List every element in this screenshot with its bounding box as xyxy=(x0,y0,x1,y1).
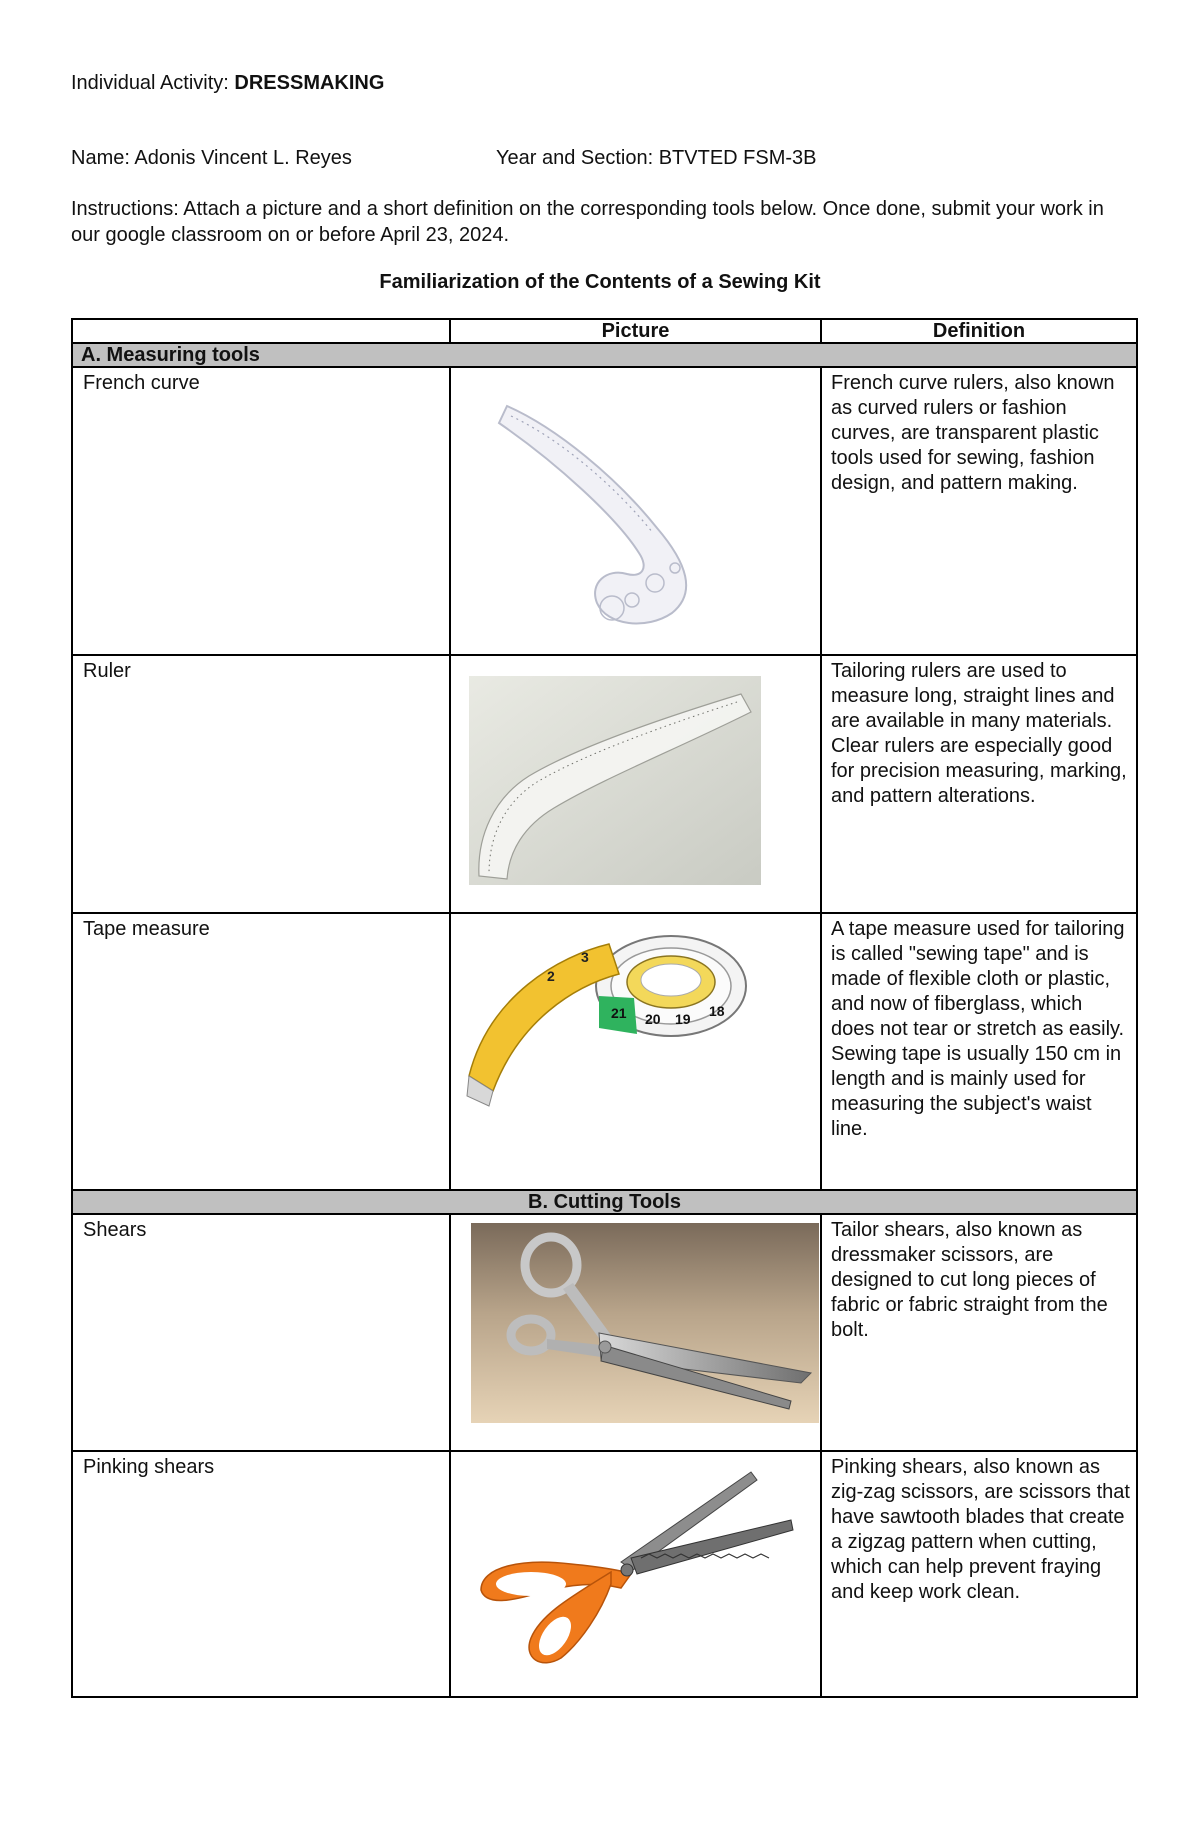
picture-cell xyxy=(450,1214,821,1451)
definition-text: A tape measure used for tailoring is called "sewing tape" and is made of flexible cloth or plastic, and now of fiberglass, which does not tear or stretch as easily. Sewing tape is usually 150 cm in length and is mainly used for measuring the subject's waist line. xyxy=(821,913,1137,1190)
tape-number: 19 xyxy=(675,1011,691,1027)
section-measuring-tools: A. Measuring tools xyxy=(72,343,1137,367)
student-name: Name: Adonis Vincent L. Reyes xyxy=(71,147,352,169)
instructions: Instructions: Attach a picture and a short definition on the corresponding tools below. Once done, submit your work in our google classroom on or before April 23, 2024. xyxy=(71,198,1104,246)
tool-name: Shears xyxy=(72,1214,450,1451)
activity-value: DRESSMAKING xyxy=(234,72,385,94)
tool-name: Tape measure xyxy=(72,913,450,1190)
shears-image xyxy=(471,1223,819,1423)
picture-cell xyxy=(450,1451,821,1697)
header-picture: Picture xyxy=(450,319,821,343)
picture-cell xyxy=(450,655,821,913)
tape-number: 2 xyxy=(547,968,555,984)
tool-name: Pinking shears xyxy=(72,1451,450,1697)
picture-cell xyxy=(450,913,821,1190)
definition-text: Pinking shears, also known as zig-zag scissors, are scissors that have sawtooth blades that create a zigzag pattern when cutting, which can help prevent fraying and keep work clean. xyxy=(821,1451,1137,1697)
tool-name: Ruler xyxy=(72,655,450,913)
activity-label: Individual Activity: xyxy=(71,72,229,94)
table-row xyxy=(72,1214,1137,1451)
section-row-cutting xyxy=(72,1190,1137,1214)
table-row xyxy=(72,1451,1137,1697)
table-row xyxy=(72,367,1137,655)
picture-cell xyxy=(450,367,821,655)
year-and-section: Year and Section: BTVTED FSM-3B xyxy=(496,147,817,169)
table-row xyxy=(72,913,1137,1190)
activity-heading xyxy=(71,72,384,95)
header-tool-cell xyxy=(72,319,450,343)
tape-number: 18 xyxy=(709,1003,725,1019)
tape-number: 21 xyxy=(611,1005,627,1021)
french-curve-image xyxy=(467,378,747,638)
tape-number: 3 xyxy=(581,949,589,965)
sewing-kit-table xyxy=(71,318,1138,1698)
tape-measure-image xyxy=(459,926,759,1116)
definition-text: Tailor shears, also known as dressmaker scissors, are designed to cut long pieces of fabric or fabric straight from the bolt. xyxy=(821,1214,1137,1451)
table-header-row xyxy=(72,319,1137,343)
document-title: Familiarization of the Contents of a Sewing Kit xyxy=(379,271,821,293)
tape-number: 20 xyxy=(645,1011,661,1027)
section-row-measuring xyxy=(72,343,1137,367)
definition-text: Tailoring rulers are used to measure long, straight lines and are available in many materials. Clear rulers are especially good for precision measuring, marking, and pattern alterations. xyxy=(821,655,1137,913)
header-definition: Definition xyxy=(821,319,1137,343)
ruler-image xyxy=(469,676,761,885)
tool-name: French curve xyxy=(72,367,450,655)
pinking-shears-image xyxy=(461,1462,801,1672)
definition-text: French curve rulers, also known as curved rulers or fashion curves, are transparent plastic tools used for sewing, fashion design, and pattern making. xyxy=(821,367,1137,655)
section-cutting-tools: B. Cutting Tools xyxy=(72,1190,1137,1214)
table-row xyxy=(72,655,1137,913)
